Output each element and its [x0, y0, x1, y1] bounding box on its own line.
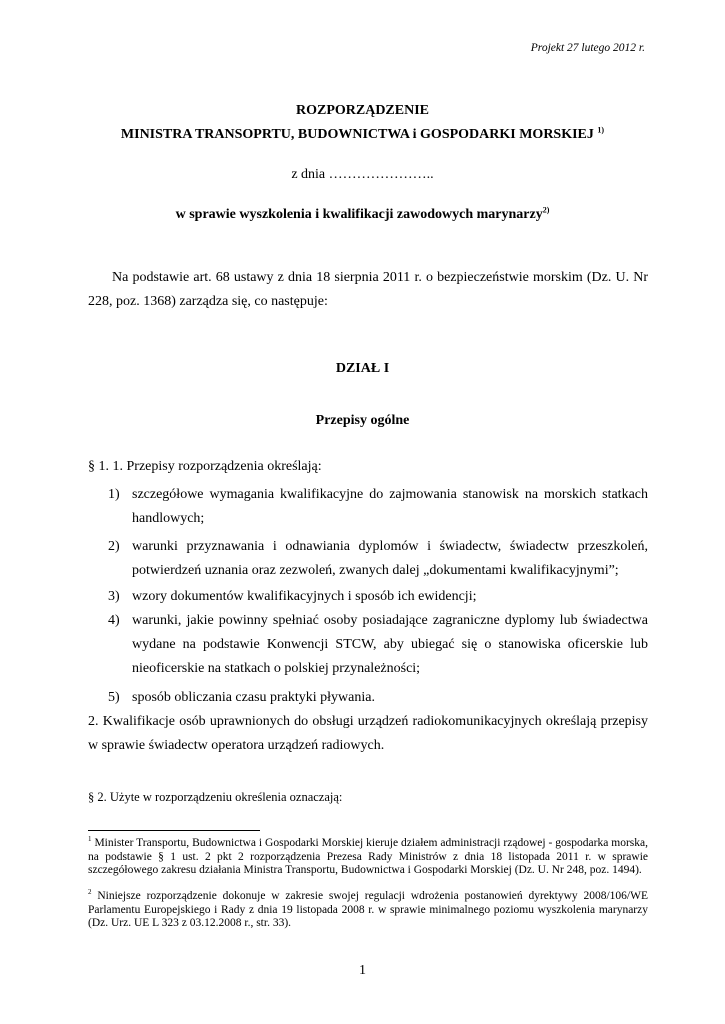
issue-date-line: z dnia ………………….. — [291, 167, 434, 182]
list-item-text: szczegółowe wymagania kwalifikacyjne do zajmowania stanowisk na morskich statkach handlowych; — [132, 487, 648, 526]
list-item-text: wzory dokumentów kwalifikacyjnych i sposób ich ewidencji; — [132, 589, 477, 604]
section-1-intro: § 1. 1. Przepisy rozporządzenia określają: — [88, 459, 322, 474]
division-heading: DZIAŁ I — [335, 361, 390, 376]
list-item-number: 1) — [108, 487, 120, 502]
section-1-point-2: 2. Kwalifikacje osób uprawnionych do obsługi urządzeń radiokomunikacyjnych określają przepisy w sprawie świadectw operatora urządzeń radiowych. — [88, 714, 648, 753]
draft-date-note: Projekt 27 lutego 2012 r. — [530, 42, 645, 54]
footnote-2 — [88, 890, 648, 931]
footnote-ref-1: 1) — [597, 125, 605, 135]
footnote-mark: 1 — [88, 835, 92, 844]
document-type-title: ROZPORZĄDZENIE — [295, 103, 430, 118]
authority-name: MINISTRA TRANSOPRTU, BUDOWNICTWA i GOSPODARKI MORSKIEJ — [120, 127, 594, 142]
legal-basis-paragraph: Na podstawie art. 68 ustawy z dnia 18 sierpnia 2011 r. o bezpieczeństwie morskim (Dz. U. Nr 228, poz. 1368) zarządza się, co następuje: — [88, 270, 648, 309]
list-item — [108, 585, 648, 609]
list-item-number: 3) — [108, 589, 120, 604]
footnote-text: Niniejsze rozporządzenie dokonuje w zakresie swojej regulacji wdrożenia postanowień dyrektywy 2008/106/WE Parlamentu Europejskiego i Rady z dnia 19 listopada 2008 r. w sprawie minimalnego poziomu wyszkolenia marynarzy (Dz. Urz. UE L 323 z 03.12.2008 r., str. 33). — [88, 890, 648, 929]
list-item-text: warunki, jakie powinny spełniać osoby posiadające zagraniczne dyplomy lub świadectwa wydane na podstawie Konwencji STCW, aby ubiegać się o stanowiska oficerskie lub nieoficerskie na statkach o polskiej przynależności; — [132, 613, 648, 676]
list-item — [108, 686, 648, 710]
list-item — [108, 535, 648, 583]
footnote-mark: 2 — [88, 888, 92, 897]
section-2-intro: § 2. Użyte w rozporządzeniu określenia oznaczają: — [88, 790, 343, 804]
footnote-separator — [88, 830, 260, 831]
list-item-number: 4) — [108, 613, 120, 628]
footnote-ref-2: 2) — [542, 205, 550, 215]
list-item-number: 5) — [108, 690, 120, 705]
list-item — [108, 609, 648, 681]
footnote-text: Minister Transportu, Budownictwa i Gospodarki Morskiej kieruje działem administracji rządowej - gospodarka morska, na podstawie § 1 ust. 2 pkt 2 rozporządzenia Prezesa Rady Ministrów z dnia 18 listopada 2011 r. w sprawie szczegółowego zakresu działania Ministra Transportu, Budownictwa i Gospodarki Morskiej (Dz. U. Nr 248, poz. 1494). — [88, 837, 648, 876]
footnote-1 — [88, 837, 648, 878]
list-item-number: 2) — [108, 539, 120, 554]
page-number: 1 — [359, 963, 366, 978]
subject-text: w sprawie wyszkolenia i kwalifikacji zawodowych marynarzy — [175, 207, 543, 222]
list-item — [108, 483, 648, 531]
list-item-text: sposób obliczania czasu praktyki pływania. — [132, 690, 375, 705]
regulation-subject — [88, 207, 637, 223]
division-title: Przepisy ogólne — [315, 413, 410, 428]
list-item-text: warunki przyznawania i odnawiania dyplomów i świadectw, świadectw przeszkoleń, potwierdzeń uznania oraz zezwoleń, zwanych dalej „dokumentami kwalifikacyjnymi”; — [132, 539, 648, 578]
issuing-authority-title — [88, 127, 637, 143]
